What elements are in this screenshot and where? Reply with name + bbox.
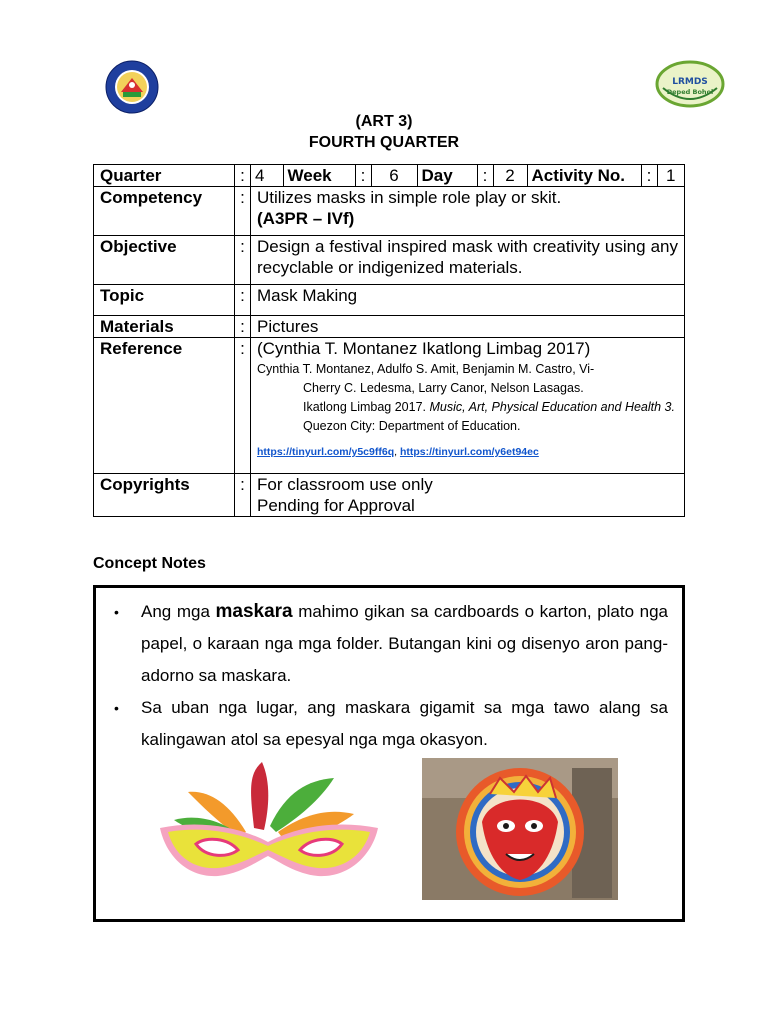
feathered-mask-illustration xyxy=(158,762,380,882)
svg-text:LRMDS: LRMDS xyxy=(672,77,708,87)
colon: : xyxy=(235,338,251,474)
topic-label: Topic xyxy=(94,285,235,316)
bullet-icon: • xyxy=(114,700,119,716)
colon: : xyxy=(641,165,657,186)
list-item xyxy=(112,692,668,756)
item1-prefix: Ang mga xyxy=(141,602,216,621)
competency-label: Competency xyxy=(94,187,235,236)
topic-value: Mask Making xyxy=(251,285,685,316)
topic-row xyxy=(94,285,685,316)
concept-notes-title: Concept Notes xyxy=(93,555,206,572)
colon: : xyxy=(235,474,251,517)
copyrights-line2: Pending for Approval xyxy=(257,496,415,515)
reference-edition: Ikatlong Limbag 2017. xyxy=(303,400,430,414)
colon: : xyxy=(355,165,371,186)
objective-label: Objective xyxy=(94,236,235,285)
item1-keyword: maskara xyxy=(215,601,293,622)
materials-label: Materials xyxy=(94,316,235,338)
deped-division-seal-logo xyxy=(103,60,161,114)
activity-label: Activity No. xyxy=(527,165,641,186)
svg-text:Deped Bohol: Deped Bohol xyxy=(666,88,714,96)
festival-mask-photo xyxy=(422,758,618,900)
reference-authors-line1: Cynthia T. Montanez, Adulfo S. Amit, Benjamin M. Castro, Vi- xyxy=(257,362,595,376)
reference-publisher: Quezon City: Department of Education. xyxy=(303,419,521,433)
quarter-title: FOURTH QUARTER xyxy=(308,134,460,151)
link-separator: , xyxy=(394,446,400,458)
lesson-info-table xyxy=(93,164,685,517)
reference-links xyxy=(257,442,678,463)
competency-code: (A3PR – IVf) xyxy=(257,209,355,228)
reference-link-1[interactable]: https://tinyurl.com/y5c9ff6q xyxy=(257,446,395,458)
quarter-value: 4 xyxy=(255,166,265,185)
quarter-row xyxy=(94,165,685,187)
competency-value: Utilizes masks in simple role play or skit. xyxy=(257,188,562,207)
subject-title: (ART 3) xyxy=(355,113,413,130)
colon: : xyxy=(477,165,493,186)
bullet-icon: • xyxy=(114,604,119,620)
reference-row xyxy=(94,338,685,474)
item2-text: Sa uban nga lugar, ang maskara gigamit sa mga tawo alang sa kalingawan atol sa epesyal nga mga okasyon. xyxy=(141,698,668,749)
copyrights-label: Copyrights xyxy=(94,474,235,517)
concept-notes-list xyxy=(112,596,668,756)
copyrights-line1: For classroom use only xyxy=(257,475,433,494)
reference-link-2[interactable]: https://tinyurl.com/y6et94ec xyxy=(399,446,539,458)
list-item xyxy=(112,596,668,692)
reference-authors-line2: Cherry C. Ledesma, Larry Canor, Nelson Lasagas. xyxy=(303,381,584,395)
colon: : xyxy=(235,165,251,187)
week-value: 6 xyxy=(371,165,417,186)
reference-book-title: Music, Art, Physical Education and Health 3. xyxy=(429,400,675,414)
objective-value: Design a festival inspired mask with creativity using any recyclable or indigenized materials. xyxy=(251,236,685,285)
colon: : xyxy=(235,187,251,236)
colon: : xyxy=(235,285,251,316)
reference-publication xyxy=(257,398,678,436)
day-label: Day xyxy=(417,165,477,186)
competency-row xyxy=(94,187,685,236)
colon: : xyxy=(235,236,251,285)
day-value: 2 xyxy=(493,165,527,186)
week-label: Week xyxy=(283,165,355,186)
reference-label: Reference xyxy=(94,338,235,474)
colon: : xyxy=(235,316,251,338)
reference-citation xyxy=(257,360,678,436)
materials-value: Pictures xyxy=(251,316,685,338)
quarter-label: Quarter xyxy=(94,165,235,187)
reference-main: (Cynthia T. Montanez Ikatlong Limbag 2017) xyxy=(257,339,591,358)
copyrights-row xyxy=(94,474,685,517)
item1-rest: mahimo gikan sa cardboards o karton, plato nga papel, o karaan nga mga folder. Butangan kini og disenyo aron pang-adorno sa maskara. xyxy=(141,602,669,685)
schedule-subtable xyxy=(251,165,684,186)
objective-row xyxy=(94,236,685,285)
lrmds-logo xyxy=(655,58,725,108)
activity-value: 1 xyxy=(657,165,684,186)
materials-row xyxy=(94,316,685,338)
